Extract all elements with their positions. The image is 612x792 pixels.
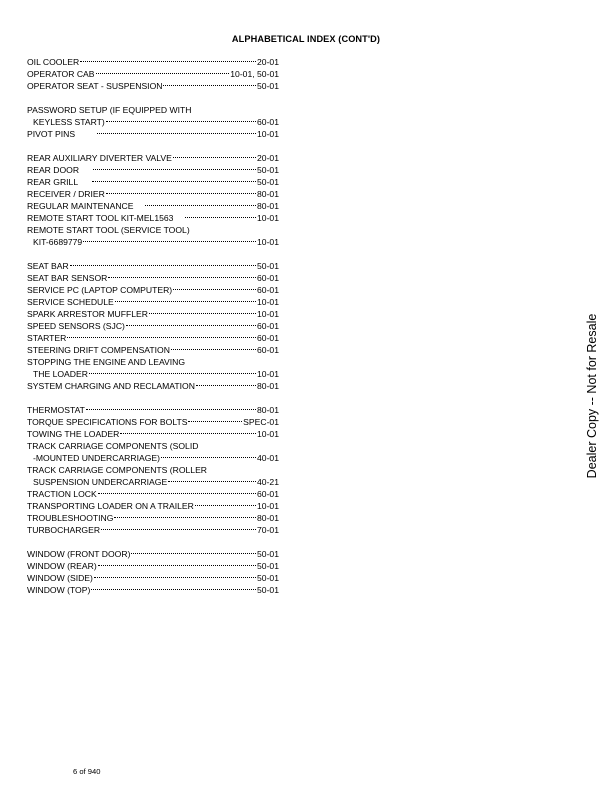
entry-label: REAR GRILL [27,177,79,187]
leader-dots [106,121,256,122]
entry-label: WINDOW (TOP) [27,585,91,595]
index-entry [27,332,279,344]
entry-label: SERVICE PC (LAPTOP COMPUTER) [27,285,173,295]
leader-dots [168,481,256,482]
entry-page: 80-01 [257,381,279,391]
leader-dots [98,493,256,494]
entry-page: 10-01 [257,129,279,139]
alphabetical-index [27,56,279,596]
index-entry [27,56,279,68]
index-entry-heading: STOPPING THE ENGINE AND LEAVING [27,357,186,367]
index-entry [27,368,279,380]
entry-page: 10-01 [257,501,279,511]
leader-dots [67,337,256,338]
leader-dots [93,169,256,170]
index-entry [27,584,279,596]
entry-page: 50-01 [257,81,279,91]
index-entry [27,428,279,440]
leader-dots [120,433,256,434]
index-entry [27,488,279,500]
leader-dots [94,577,256,578]
entry-page: 50-01 [257,261,279,271]
leader-dots [163,85,256,86]
entry-page: 50-01 [257,177,279,187]
entry-page: 10-01 [257,237,279,247]
entry-page: 60-01 [257,273,279,283]
entry-label: REAR AUXILIARY DIVERTER VALVE [27,153,172,163]
leader-dots [96,73,230,74]
leader-dots [98,565,256,566]
entry-label: SEAT BAR SENSOR [27,273,108,283]
index-entry [27,68,279,80]
leader-dots [149,313,256,314]
entry-label: TURBOCHARGER [27,525,101,535]
entry-page: 80-01 [257,189,279,199]
entry-label: SYSTEM CHARGING AND RECLAMATION [27,381,195,391]
index-entry [27,284,279,296]
entry-label: SEAT BAR [27,261,69,271]
entry-page: 60-01 [257,345,279,355]
entry-page: 50-01 [257,561,279,571]
entry-label: OPERATOR CAB [27,69,95,79]
index-entry [27,560,279,572]
entry-page: 50-01 [257,549,279,559]
entry-page: 60-01 [257,285,279,295]
index-entry [27,128,279,140]
index-entry-heading: TRACK CARRIAGE COMPONENTS (SOLID [27,441,199,451]
leader-dots [196,385,256,386]
entry-label: TORQUE SPECIFICATIONS FOR BOLTS [27,417,188,427]
index-entry [27,188,279,200]
entry-label: SPEED SENSORS (SJC) [27,321,125,331]
entry-label: STEERING DRIFT COMPENSATION [27,345,170,355]
entry-label: TOWING THE LOADER [27,429,120,439]
index-entry [27,320,279,332]
entry-label: WINDOW (REAR) [27,561,97,571]
leader-dots [92,181,256,182]
index-entry [27,272,279,284]
index-entry-heading: TRACK CARRIAGE COMPONENTS (ROLLER [27,465,208,475]
index-entry [27,476,279,488]
leader-dots [70,265,256,266]
entry-label: OPERATOR SEAT - SUSPENSION [27,81,163,91]
index-entry [27,80,279,92]
index-entry [27,572,279,584]
page-number: 6 of 940 [73,767,101,776]
leader-dots [195,505,256,506]
entry-page: 60-01 [257,117,279,127]
leader-dots [171,349,256,350]
leader-dots [91,589,256,590]
index-entry [27,116,279,128]
index-entry [27,152,279,164]
leader-dots [101,529,256,530]
leader-dots [97,133,256,134]
leader-dots [83,241,256,242]
index-entry [27,344,279,356]
index-entry [27,176,279,188]
entry-label: RECEIVER / DRIER [27,189,105,199]
index-entry-heading: REMOTE START TOOL (SERVICE TOOL) [27,225,190,235]
entry-page: 10-01 [257,309,279,319]
entry-label: THE LOADER [33,369,88,379]
leader-dots [173,289,256,290]
entry-page: 80-01 [257,405,279,415]
entry-label: TRANSPORTING LOADER ON A TRAILER [27,501,194,511]
entry-page: 80-01 [257,201,279,211]
index-entry [27,200,279,212]
leader-dots [115,301,256,302]
leader-dots [80,61,256,62]
entry-page: 50-01 [257,165,279,175]
index-entry [27,296,279,308]
entry-label: TROUBLESHOOTING [27,513,114,523]
entry-page: 10-01 [257,213,279,223]
entry-label: PIVOT PINS [27,129,76,139]
dealer-watermark: Dealer Copy -- Not for Resale [585,313,599,479]
leader-dots [108,277,256,278]
entry-page: SPEC-01 [243,417,279,427]
index-entry [27,524,279,536]
entry-page: 60-01 [257,333,279,343]
entry-label: SUSPENSION UNDERCARRIAGE [33,477,168,487]
leader-dots [106,193,256,194]
entry-label: KEYLESS START) [33,117,105,127]
entry-page: 50-01 [257,573,279,583]
entry-page: 20-01 [257,153,279,163]
leader-dots [145,205,256,206]
entry-page: 60-01 [257,489,279,499]
leader-dots [114,517,256,518]
index-entry [27,416,279,428]
leader-dots [89,373,256,374]
index-entry-heading: PASSWORD SETUP (IF EQUIPPED WITH [27,105,192,115]
index-entry [27,212,279,224]
entry-page: 10-01 [257,369,279,379]
entry-page: 80-01 [257,513,279,523]
entry-label: STARTER [27,333,67,343]
entry-label: REAR DOOR [27,165,80,175]
index-entry [27,404,279,416]
index-entry [27,236,279,248]
entry-page: 20-01 [257,57,279,67]
entry-page: 60-01 [257,321,279,331]
entry-label: OIL COOLER [27,57,80,67]
entry-label: THERMOSTAT [27,405,85,415]
entry-page: 10-01, 50-01 [230,69,279,79]
index-entry [27,548,279,560]
entry-page: 70-01 [257,525,279,535]
entry-page: 50-01 [257,585,279,595]
leader-dots [173,157,256,158]
entry-page: 10-01 [257,429,279,439]
page-title: ALPHABETICAL INDEX (CONT'D) [231,34,381,44]
entry-page: 10-01 [257,297,279,307]
entry-label: -MOUNTED UNDERCARRIAGE) [33,453,160,463]
leader-dots [86,409,256,410]
entry-label: KIT-6689779 [33,237,83,247]
entry-label: WINDOW (SIDE) [27,573,93,583]
index-entry [27,308,279,320]
leader-dots [131,553,256,554]
leader-dots [185,217,256,218]
leader-dots [188,421,242,422]
leader-dots [126,325,256,326]
entry-label: REGULAR MAINTENANCE [27,201,134,211]
index-entry [27,512,279,524]
entry-page: 40-21 [257,477,279,487]
leader-dots [161,457,256,458]
index-entry [27,380,279,392]
entry-label: TRACTION LOCK [27,489,97,499]
index-entry [27,164,279,176]
entry-label: SPARK ARRESTOR MUFFLER [27,309,148,319]
entry-page: 40-01 [257,453,279,463]
index-entry [27,452,279,464]
entry-label: SERVICE SCHEDULE [27,297,114,307]
index-entry [27,500,279,512]
entry-label: REMOTE START TOOL KIT-MEL1563 [27,213,174,223]
entry-label: WINDOW (FRONT DOOR) [27,549,131,559]
index-entry [27,260,279,272]
